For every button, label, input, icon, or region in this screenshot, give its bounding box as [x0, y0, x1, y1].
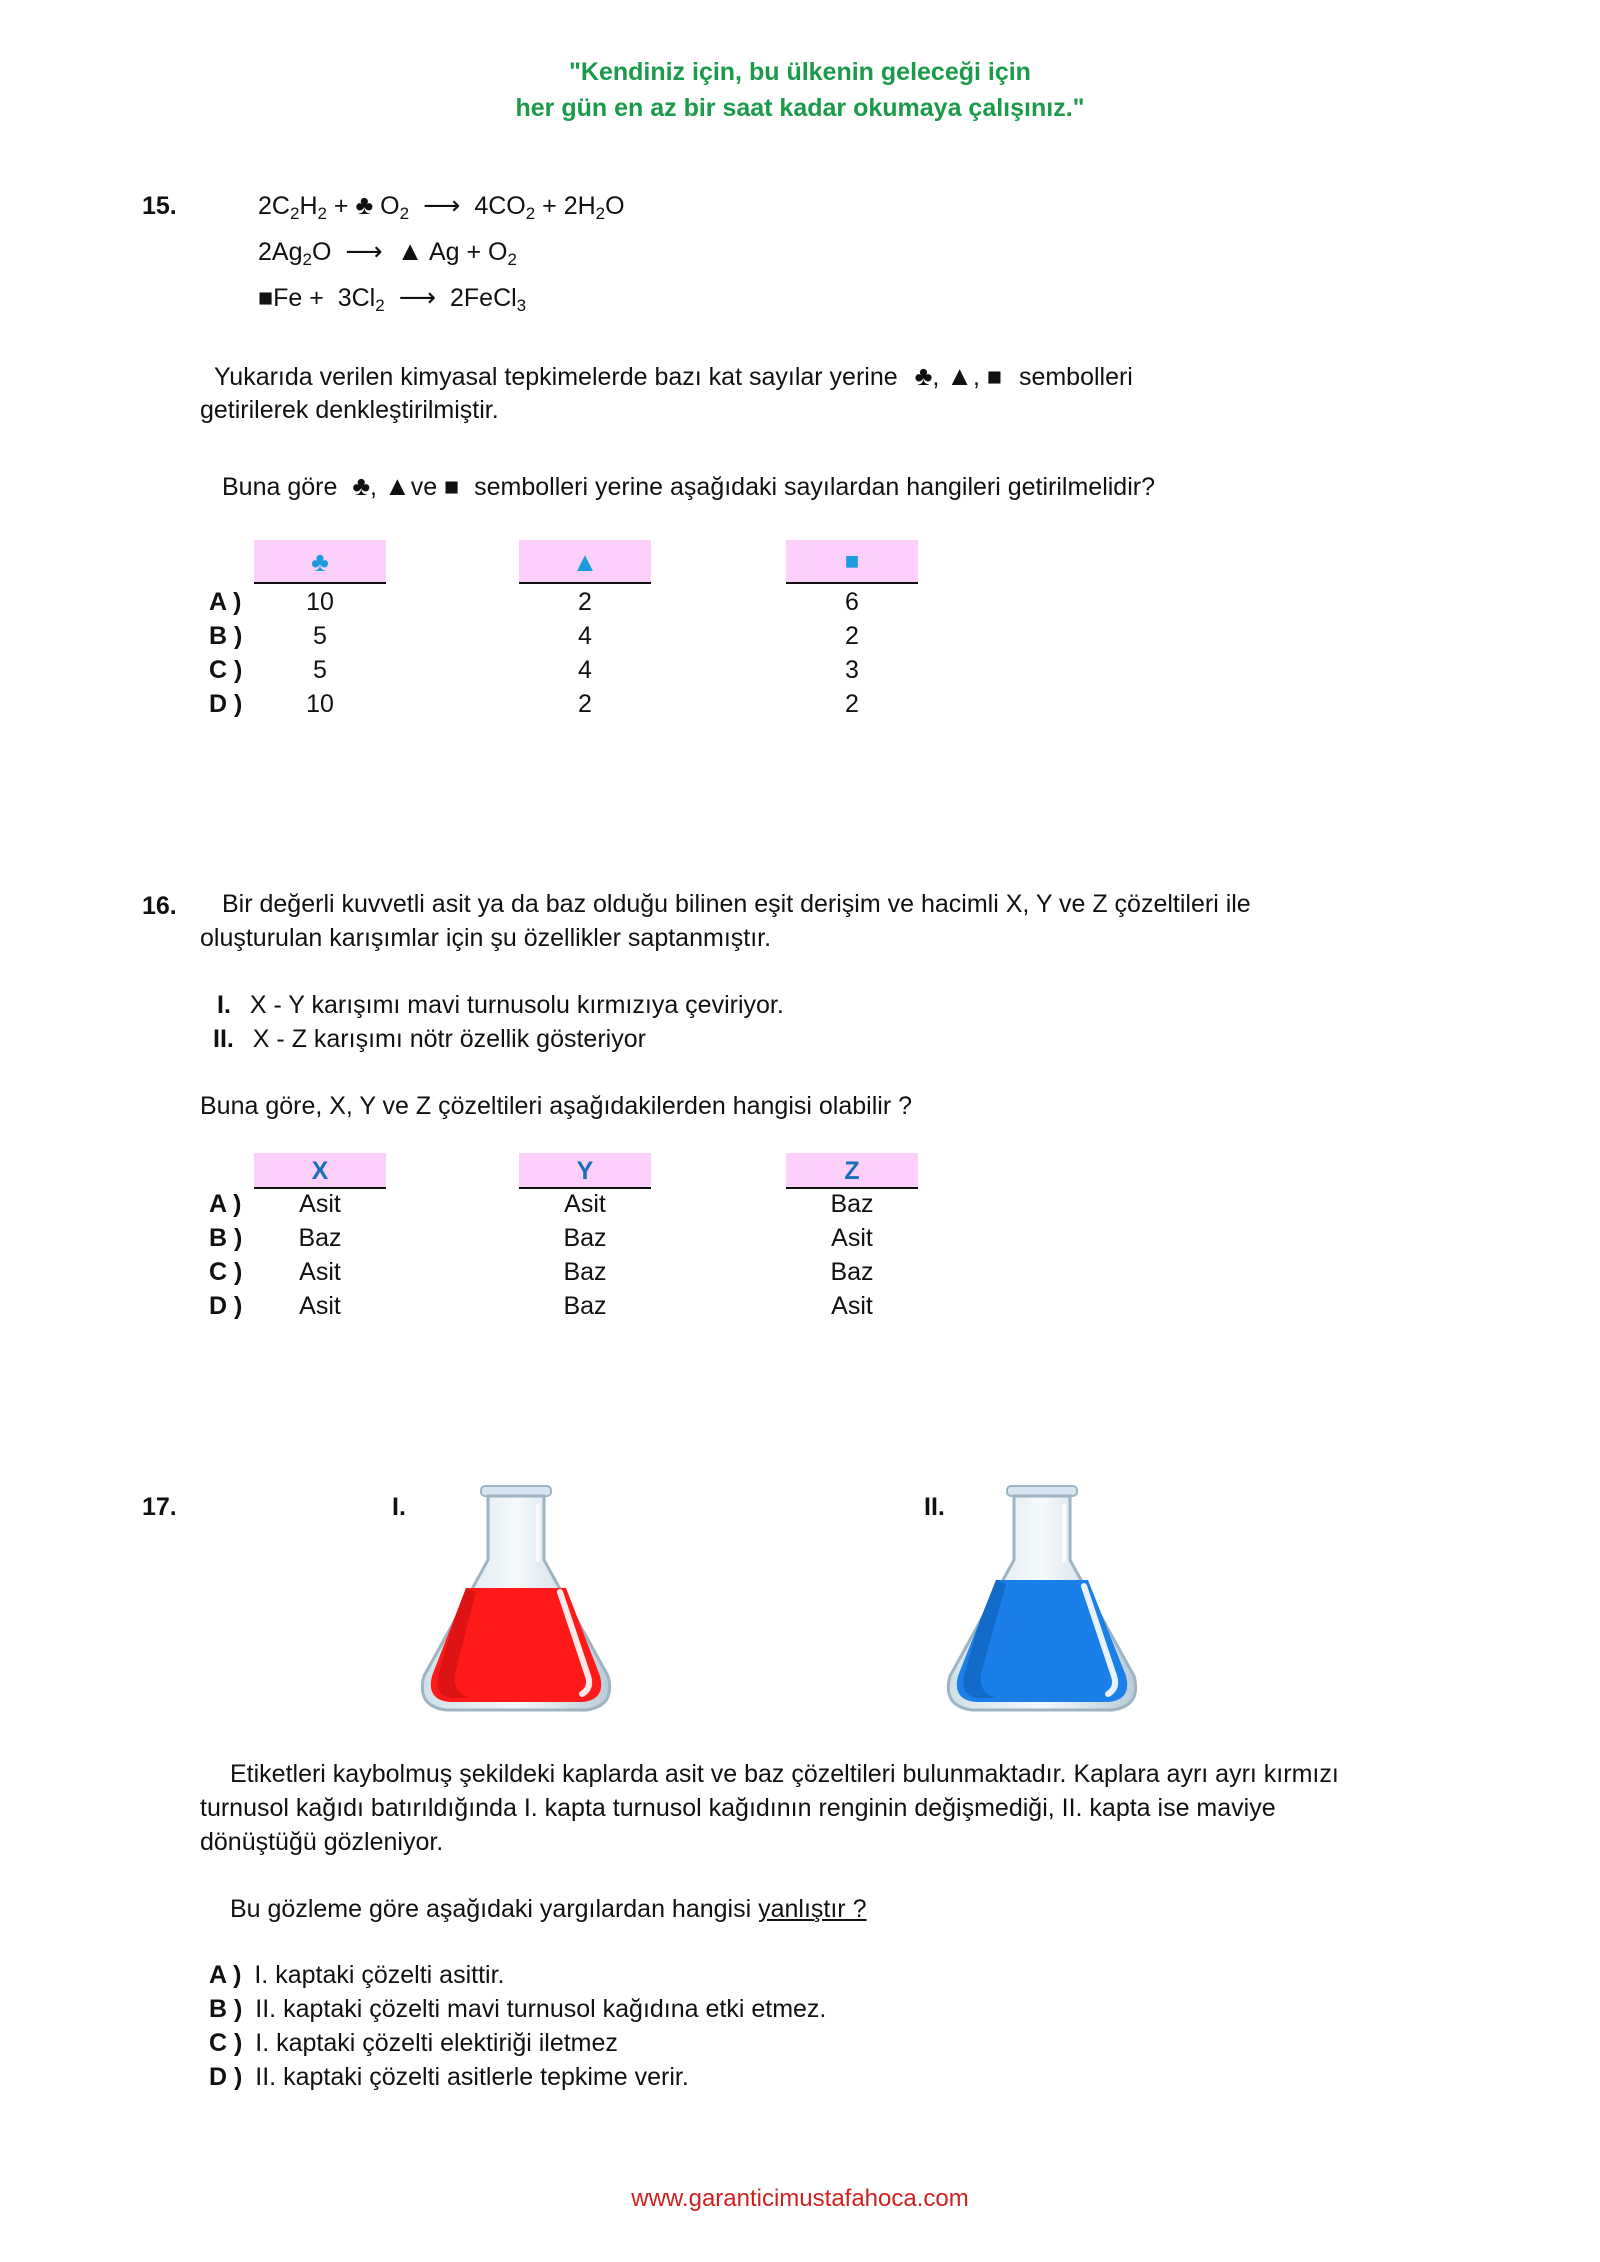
option-text-d: II. kaptaki çözelti asitlerle tepkime verir.: [255, 2063, 689, 2091]
prompt-text-b: sembolleri yerine aşağıdaki sayılardan hangileri getirilmelidir?: [474, 473, 1155, 501]
equation-2: $2Ag_2O$ ⟶ ▲ $Ag + O_2$: [258, 236, 517, 269]
flask-red-icon: [410, 1480, 622, 1720]
question-16-line2: oluşturulan karışımlar için şu özellikler saptanmıştır.: [200, 924, 772, 952]
equation-3: ■Fe + $3Cl_2$ ⟶ 2FeCl$_3$: [258, 282, 527, 315]
table-cell: Baz: [563, 1258, 607, 1286]
option-d: [209, 2060, 689, 2094]
question-17-number: 17.: [142, 1493, 177, 1521]
prompt-text: Bu gözleme göre aşağıdaki yargılardan hangisi: [230, 1895, 752, 1923]
question-15-intro: Yukarıda verilen kimyasal tepkimelerde bazı kat sayılar yerine ♣, ▲, ■ sembolleri: [214, 361, 1133, 391]
table-cell: 6: [845, 588, 859, 616]
option-label-b: B ): [209, 622, 243, 650]
table-cell: 10: [306, 588, 334, 616]
triangle-icon: ▲: [383, 471, 411, 501]
question-17-line2: turnusol kağıdı batırıldığında I. kapta turnusol kağıdının renginin değişmediği, II. kapta ise maviye: [200, 1794, 1276, 1822]
column-header-triangle: ▲: [519, 540, 651, 584]
option-label-c: C ): [209, 656, 243, 684]
club-icon: ♣: [355, 190, 374, 220]
arrow-icon: ⟶: [423, 190, 461, 220]
question-17-prompt: [230, 1892, 866, 1926]
column-header-z: Z: [786, 1153, 918, 1189]
option-label-d: D ): [209, 2063, 243, 2091]
arrow-icon: ⟶: [345, 236, 383, 266]
club-icon: ♣: [914, 361, 933, 391]
column-header-club: ♣: [254, 540, 386, 584]
table-cell: 2: [845, 622, 859, 650]
table-cell: 2: [578, 690, 592, 718]
option-label-b: B ): [209, 1995, 243, 2023]
table-cell: Asit: [299, 1190, 341, 1218]
table-cell: Asit: [564, 1190, 606, 1218]
table-cell: Asit: [299, 1292, 341, 1320]
table-cell: 5: [313, 656, 327, 684]
table-cell: Baz: [563, 1292, 607, 1320]
column-header-y: Y: [519, 1153, 651, 1189]
table-cell: 5: [313, 622, 327, 650]
table-cell: Asit: [831, 1224, 873, 1252]
triangle-icon: ▲: [946, 361, 973, 391]
flask-2-label: II.: [924, 1493, 945, 1521]
statement-2-roman: II.: [213, 1025, 234, 1053]
footer-link[interactable]: www.garanticimustafahoca.com: [631, 2185, 969, 2212]
question-17-line3: dönüştüğü gözleniyor.: [200, 1828, 444, 1856]
option-label-c: C ): [209, 2029, 243, 2057]
option-label-c: C ): [209, 1258, 243, 1286]
question-15-intro-line2: getirilerek denkleştirilmiştir.: [200, 396, 499, 424]
table-cell: Baz: [830, 1190, 874, 1218]
table-cell: 10: [306, 690, 334, 718]
question-17-line1: Etiketleri kaybolmuş şekildeki kaplarda asit ve baz çözeltileri bulunmaktadır. Kaplara ayrı ayrı kırmızı: [230, 1760, 1339, 1788]
triangle-icon: ▲: [396, 236, 424, 266]
table-cell: Baz: [830, 1258, 874, 1286]
option-label-b: B ): [209, 1224, 243, 1252]
question-16-prompt: Buna göre, X, Y ve Z çözeltileri aşağıdakilerden hangisi olabilir ?: [200, 1092, 912, 1120]
option-text-b: II. kaptaki çözelti mavi turnusol kağıdına etki etmez.: [255, 1995, 827, 2023]
statement-1-roman: I.: [217, 991, 231, 1019]
arrow-icon: ⟶: [398, 282, 436, 312]
table-cell: Baz: [298, 1224, 342, 1252]
square-icon: ■: [444, 473, 460, 501]
statement-1: [217, 988, 784, 1022]
option-label-d: D ): [209, 1292, 243, 1320]
motto-line-2: her gün en az bir saat kadar okumaya çalışınız.": [515, 94, 1085, 122]
option-label-a: A ): [209, 1190, 242, 1218]
statement-2-text: X - Z karışımı nötr özellik gösteriyor: [252, 1025, 646, 1053]
table-cell: Asit: [299, 1258, 341, 1286]
statement-2: [213, 1022, 646, 1056]
square-icon: ■: [986, 363, 1002, 391]
table-cell: Baz: [563, 1224, 607, 1252]
prompt-ve: ve: [410, 473, 438, 501]
option-text-c: I. kaptaki çözelti elektiriği iletmez: [255, 2029, 618, 2057]
question-15-prompt: Buna göre ♣, ▲ve ■ sembolleri yerine aşağıdaki sayılardan hangileri getirilmelidir?: [222, 471, 1155, 501]
statement-1-text: X - Y karışımı mavi turnusolu kırmızıya çeviriyor.: [249, 991, 784, 1019]
table-cell: 4: [578, 622, 592, 650]
table-cell: 3: [845, 656, 859, 684]
table-cell: Asit: [831, 1292, 873, 1320]
motto-line-1: "Kendiniz için, bu ülkenin geleceği için: [569, 58, 1031, 86]
question-16-line1: Bir değerli kuvvetli asit ya da baz olduğu bilinen eşit derişim ve hacimli X, Y ve Z çözeltileri ile: [222, 890, 1251, 918]
option-a: [209, 1958, 504, 1992]
flask-1-label: I.: [392, 1493, 406, 1521]
prompt-text-a: Buna göre: [222, 473, 338, 501]
question-15-number: 15.: [142, 192, 177, 220]
option-c: [209, 2026, 618, 2060]
flask-blue-icon: [936, 1480, 1148, 1720]
question-16-number: 16.: [142, 892, 177, 920]
option-label-a: A ): [209, 1961, 242, 1989]
intro-tail-text: sembolleri: [1018, 363, 1133, 391]
option-label-d: D ): [209, 690, 243, 718]
club-icon: ♣: [352, 471, 371, 501]
table-cell: 4: [578, 656, 592, 684]
option-label-a: A ): [209, 588, 242, 616]
table-cell: 2: [845, 690, 859, 718]
intro-text: Yukarıda verilen kimyasal tepkimelerde bazı kat sayılar yerine: [214, 363, 898, 391]
table-cell: 2: [578, 588, 592, 616]
prompt-underlined: yanlıştır ?: [758, 1895, 867, 1923]
square-icon: ■: [258, 284, 274, 312]
column-header-x: X: [254, 1153, 386, 1189]
option-b: [209, 1992, 826, 2026]
equation-1: $2C_2H_2$ + ♣ $O_2$ ⟶ $4CO_2 + 2H_2O$: [258, 190, 625, 223]
option-text-a: I. kaptaki çözelti asittir.: [254, 1961, 505, 1989]
column-header-square: ■: [786, 540, 918, 584]
